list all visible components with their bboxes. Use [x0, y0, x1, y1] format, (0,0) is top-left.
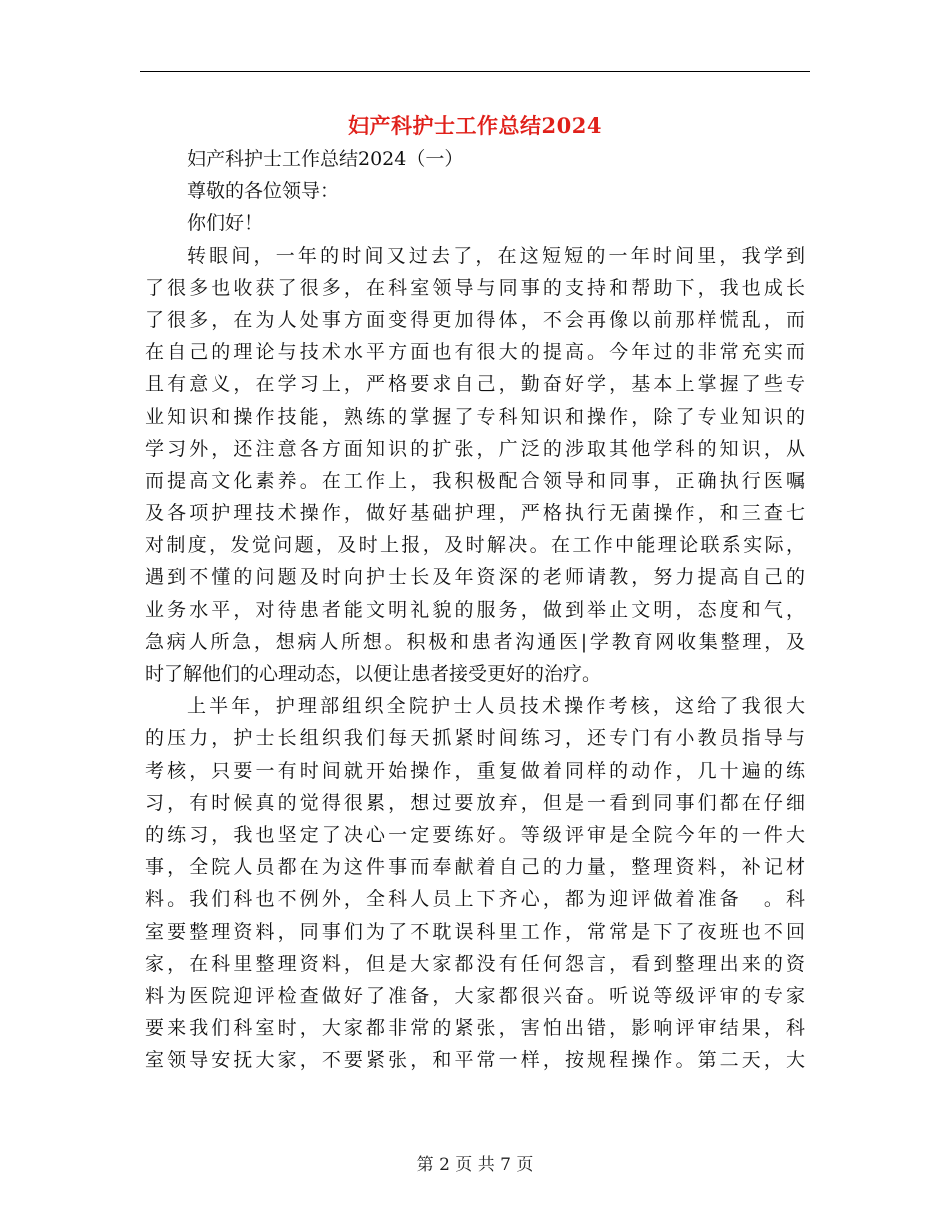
body-text-line: 转眼间，一年的时间又过去了，在这短短的一年时间里，我学到: [187, 244, 805, 267]
page-number-footer: 第 2 页 共 7 页: [416, 1155, 534, 1175]
body-text-line: 而提高文化素养。在工作上，我积极配合领导和同事，正确执行医嘱: [145, 469, 805, 492]
body-text-line: 妇产科护士工作总结2024（一）: [187, 148, 464, 170]
body-text-line: 急病人所急，想病人所想。积极和患者沟通医|学教育网收集整理，及: [145, 630, 805, 653]
body-text-line: 你们好！: [187, 212, 264, 235]
body-text-line: 事，全院人员都在为这件事而奉献着自己的力量，整理资料，补记材: [145, 856, 805, 879]
body-text-line: 要来我们科室时，大家都非常的紧张，害怕出错，影响评审结果，科: [145, 1017, 805, 1040]
body-text-line: 时了解他们的心理动态，以便让患者接受更好的治疗。: [145, 663, 602, 685]
body-text-line: 在自己的理论与技术水平方面也有很大的提高。今年过的非常充实而: [145, 341, 805, 364]
body-text-line: 尊敬的各位领导：: [187, 180, 340, 203]
body-text-line: 业务水平，对待患者能文明礼貌的服务，做到举止文明，态度和气，: [145, 598, 805, 621]
body-text-line: 学习外，还注意各方面知识的扩张，广泛的涉取其他学科的知识，从: [145, 437, 805, 460]
body-text-line: 家，在科里整理资料，但是大家都没有任何怨言，看到整理出来的资: [145, 952, 805, 975]
body-text-line: 料为医院迎评检查做好了准备，大家都很兴奋。听说等级评审的专家: [145, 984, 805, 1007]
body-text-line: 业知识和操作技能，熟练的掌握了专科知识和操作，除了专业知识的: [145, 405, 805, 428]
document-title: 妇产科护士工作总结2024: [348, 113, 602, 138]
document-body: [145, 143, 805, 1076]
body-text-line: 上半年，护理部组织全院护士人员技术操作考核，这给了我很大: [187, 695, 805, 718]
body-text-line: 遇到不懂的问题及时向护士长及年资深的老师请教，努力提高自己的: [145, 566, 805, 589]
body-text-line: 的练习，我也坚定了决心一定要练好。等级评审是全院今年的一件大: [145, 823, 805, 846]
body-text-line: 了很多也收获了很多，在科室领导与同事的支持和帮助下，我也成长: [145, 276, 805, 299]
body-text-line: 室领导安抚大家，不要紧张，和平常一样，按规程操作。第二天，大: [145, 1049, 805, 1072]
body-text-line: 对制度，发觉问题，及时上报，及时解决。在工作中能理论联系实际，: [145, 534, 805, 557]
body-text-line: 且有意义，在学习上，严格要求自己，勤奋好学，基本上掌握了些专: [145, 373, 805, 396]
body-text-line: 料。我们科也不例外，全科人员上下齐心，都为迎评做着准备 。科: [145, 888, 805, 911]
body-text-line: 考核，只要一有时间就开始操作，重复做着同样的动作，几十遍的练: [145, 759, 805, 782]
header-rule: [140, 71, 810, 72]
body-text-line: 了很多，在为人处事方面变得更加得体，不会再像以前那样慌乱，而: [145, 308, 805, 331]
body-text-line: 习，有时候真的觉得很累，想过要放弃，但是一看到同事们都在仔细: [145, 791, 805, 814]
body-text-line: 的压力，护士长组织我们每天抓紧时间练习，还专门有小教员指导与: [145, 727, 805, 750]
body-text-line: 及各项护理技术操作，做好基础护理，严格执行无菌操作，和三查七: [145, 502, 805, 525]
body-text-line: 室要整理资料，同事们为了不耽误科里工作，常常是下了夜班也不回: [145, 920, 805, 943]
